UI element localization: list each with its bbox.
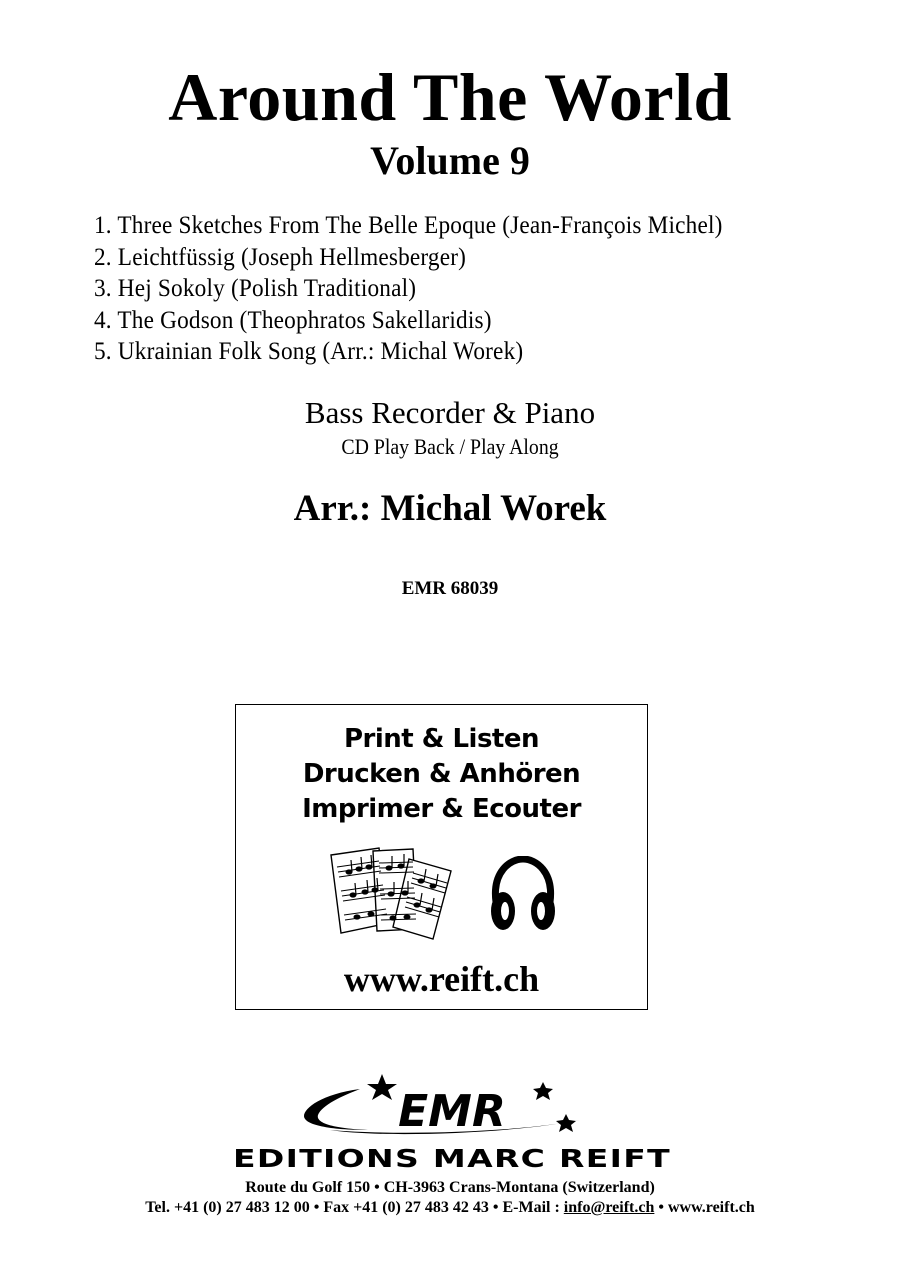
track-item: 4. The Godson (Theophratos Sakellaridis): [94, 306, 492, 334]
instrumentation: Bass Recorder & Piano: [304, 395, 596, 430]
track-list: [94, 210, 723, 368]
contact-website[interactable]: • www.reift.ch: [654, 1199, 755, 1216]
promo-line-english: Print & Listen: [343, 724, 540, 754]
arranger: Arr.: Michal Worek: [293, 488, 607, 529]
headphones-icon: [488, 856, 558, 934]
publisher-contact: [0, 1198, 900, 1218]
track-item: 1. Three Sketches From The Belle Epoque (Jean-François Michel): [94, 212, 723, 239]
promo-line-german: Drucken & Anhören: [302, 759, 581, 789]
print-listen-box: [235, 704, 648, 1010]
track-item: 3. Hej Sokoly (Polish Traditional): [94, 275, 417, 302]
promo-line-french: Imprimer & Ecouter: [302, 794, 581, 824]
volume-subtitle: Volume 9: [370, 138, 530, 183]
cd-note: CD Play Back / Play Along: [341, 434, 559, 459]
catalog-number: EMR 68039: [401, 578, 499, 599]
email-link[interactable]: info@reift.ch: [563, 1199, 655, 1216]
track-item: 5. Ukrainian Folk Song (Arr.: Michal Worek): [94, 338, 524, 365]
emr-logo: [230, 1072, 675, 1172]
sheet-music-icon: [329, 845, 457, 940]
contact-phone-fax: Tel. +41 (0) 27 483 12 00 • Fax +41 (0) 27 483 42 43 • E-Mail :: [145, 1199, 564, 1216]
track-item: 2. Leichtfüssig (Joseph Hellmesberger): [94, 243, 467, 271]
publisher-address: Route du Golf 150 • CH-3963 Crans-Montana (Switzerland): [245, 1179, 655, 1196]
emr-logo-text: EMR: [398, 1086, 506, 1137]
website-link[interactable]: www.reift.ch: [343, 959, 540, 999]
publisher-name: EDITIONS MARC REIFT: [233, 1144, 671, 1172]
score-title: Around The World: [168, 59, 732, 135]
